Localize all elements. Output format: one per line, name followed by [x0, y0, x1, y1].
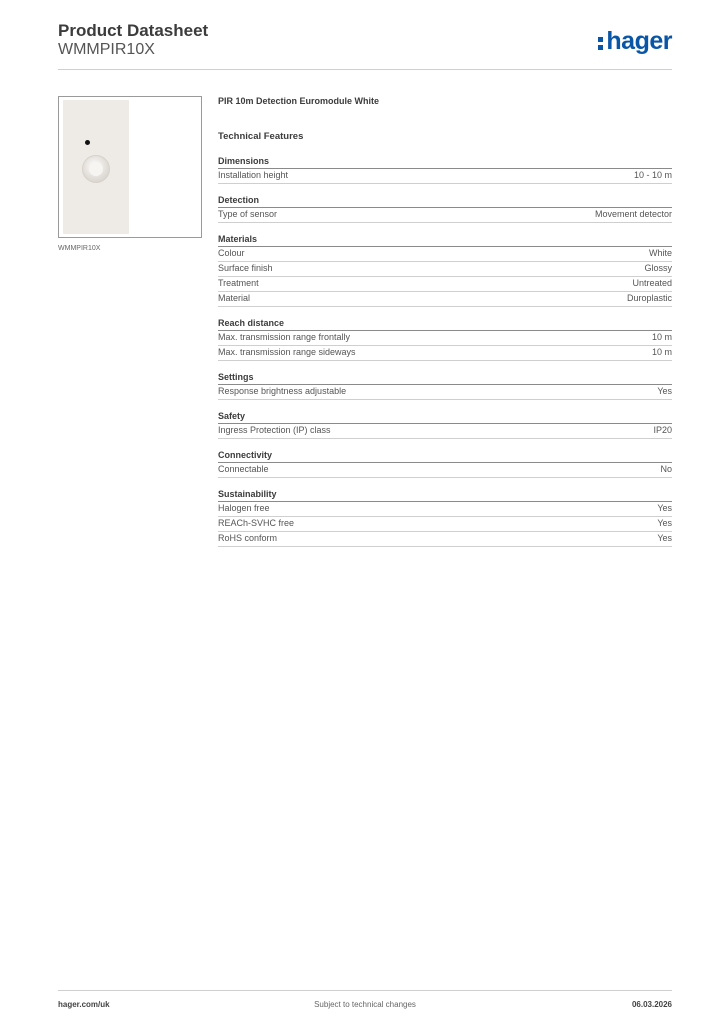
feature-value: Duroplastic: [626, 293, 672, 303]
page-title: Product Datasheet: [58, 21, 209, 40]
feature-value: Yes: [657, 386, 672, 396]
technical-features-title: Technical Features: [218, 131, 304, 142]
feature-value: 10 m: [651, 332, 672, 342]
feature-label: Treatment: [218, 278, 259, 288]
feature-label: Installation height: [218, 170, 289, 180]
feature-value: No: [660, 464, 672, 474]
feature-row: [218, 169, 672, 184]
feature-label: Max. transmission range sideways: [218, 347, 356, 357]
feature-row: [218, 517, 672, 532]
feature-label: Connectable: [218, 464, 269, 474]
product-image: [58, 96, 202, 238]
feature-value: White: [648, 248, 672, 258]
section-title: Sustainability: [218, 487, 672, 502]
feature-row: [218, 208, 672, 223]
feature-row: [218, 262, 672, 277]
feature-row: [218, 277, 672, 292]
feature-label: Halogen free: [218, 503, 270, 513]
feature-row: [218, 424, 672, 439]
feature-sections: [218, 154, 672, 547]
product-title: PIR 10m Detection Euromodule White: [218, 96, 380, 106]
feature-label: Ingress Protection (IP) class: [218, 425, 331, 435]
page-footer: [58, 990, 672, 1013]
feature-label: Type of sensor: [218, 209, 278, 219]
euromodule-image: [63, 100, 129, 234]
feature-section: [218, 409, 672, 439]
feature-value: Glossy: [644, 263, 672, 273]
feature-section: [218, 193, 672, 223]
section-title: Connectivity: [218, 448, 672, 463]
feature-row: [218, 463, 672, 478]
feature-value: IP20: [653, 425, 672, 435]
feature-section: [218, 316, 672, 361]
feature-value: Movement detector: [594, 209, 672, 219]
feature-section: [218, 370, 672, 400]
feature-section: [218, 448, 672, 478]
feature-value: Untreated: [632, 278, 672, 288]
feature-section: [218, 154, 672, 184]
feature-label: RoHS conform: [218, 533, 278, 543]
section-title: Dimensions: [218, 154, 672, 169]
footer-disclaimer: Subject to technical changes: [314, 1000, 416, 1009]
feature-label: Max. transmission range frontally: [218, 332, 351, 342]
feature-label: Response brightness adjustable: [218, 386, 347, 396]
feature-section: [218, 232, 672, 307]
logo-text: hager: [606, 27, 672, 55]
section-title: Reach distance: [218, 316, 672, 331]
feature-value: Yes: [657, 503, 672, 513]
feature-label: Colour: [218, 248, 245, 258]
pir-lens-icon: [82, 155, 110, 183]
image-caption: WMMPIR10X: [58, 245, 101, 252]
logo-colon-icon: [598, 32, 605, 50]
feature-label: Material: [218, 293, 251, 303]
feature-value: Yes: [657, 533, 672, 543]
feature-row: [218, 292, 672, 307]
led-indicator-icon: [85, 140, 90, 145]
footer-website-link[interactable]: hager.com/uk: [58, 1000, 110, 1009]
feature-row: [218, 346, 672, 361]
section-title: Materials: [218, 232, 672, 247]
hager-logo: [598, 27, 672, 56]
feature-label: REACh-SVHC free: [218, 518, 295, 528]
feature-label: Surface finish: [218, 263, 273, 273]
feature-row: [218, 532, 672, 547]
feature-section: [218, 487, 672, 547]
feature-value: 10 m: [651, 347, 672, 357]
footer-date: 06.03.2026: [631, 1000, 672, 1009]
feature-row: [218, 331, 672, 346]
feature-value: Yes: [657, 518, 672, 528]
technical-content: [218, 96, 672, 547]
feature-row: [218, 247, 672, 262]
page-header: [58, 21, 672, 70]
product-code: WMMPIR10X: [58, 41, 155, 58]
section-title: Detection: [218, 193, 672, 208]
feature-value: 10 - 10 m: [633, 170, 672, 180]
feature-row: [218, 502, 672, 517]
section-title: Safety: [218, 409, 672, 424]
feature-row: [218, 385, 672, 400]
section-title: Settings: [218, 370, 672, 385]
